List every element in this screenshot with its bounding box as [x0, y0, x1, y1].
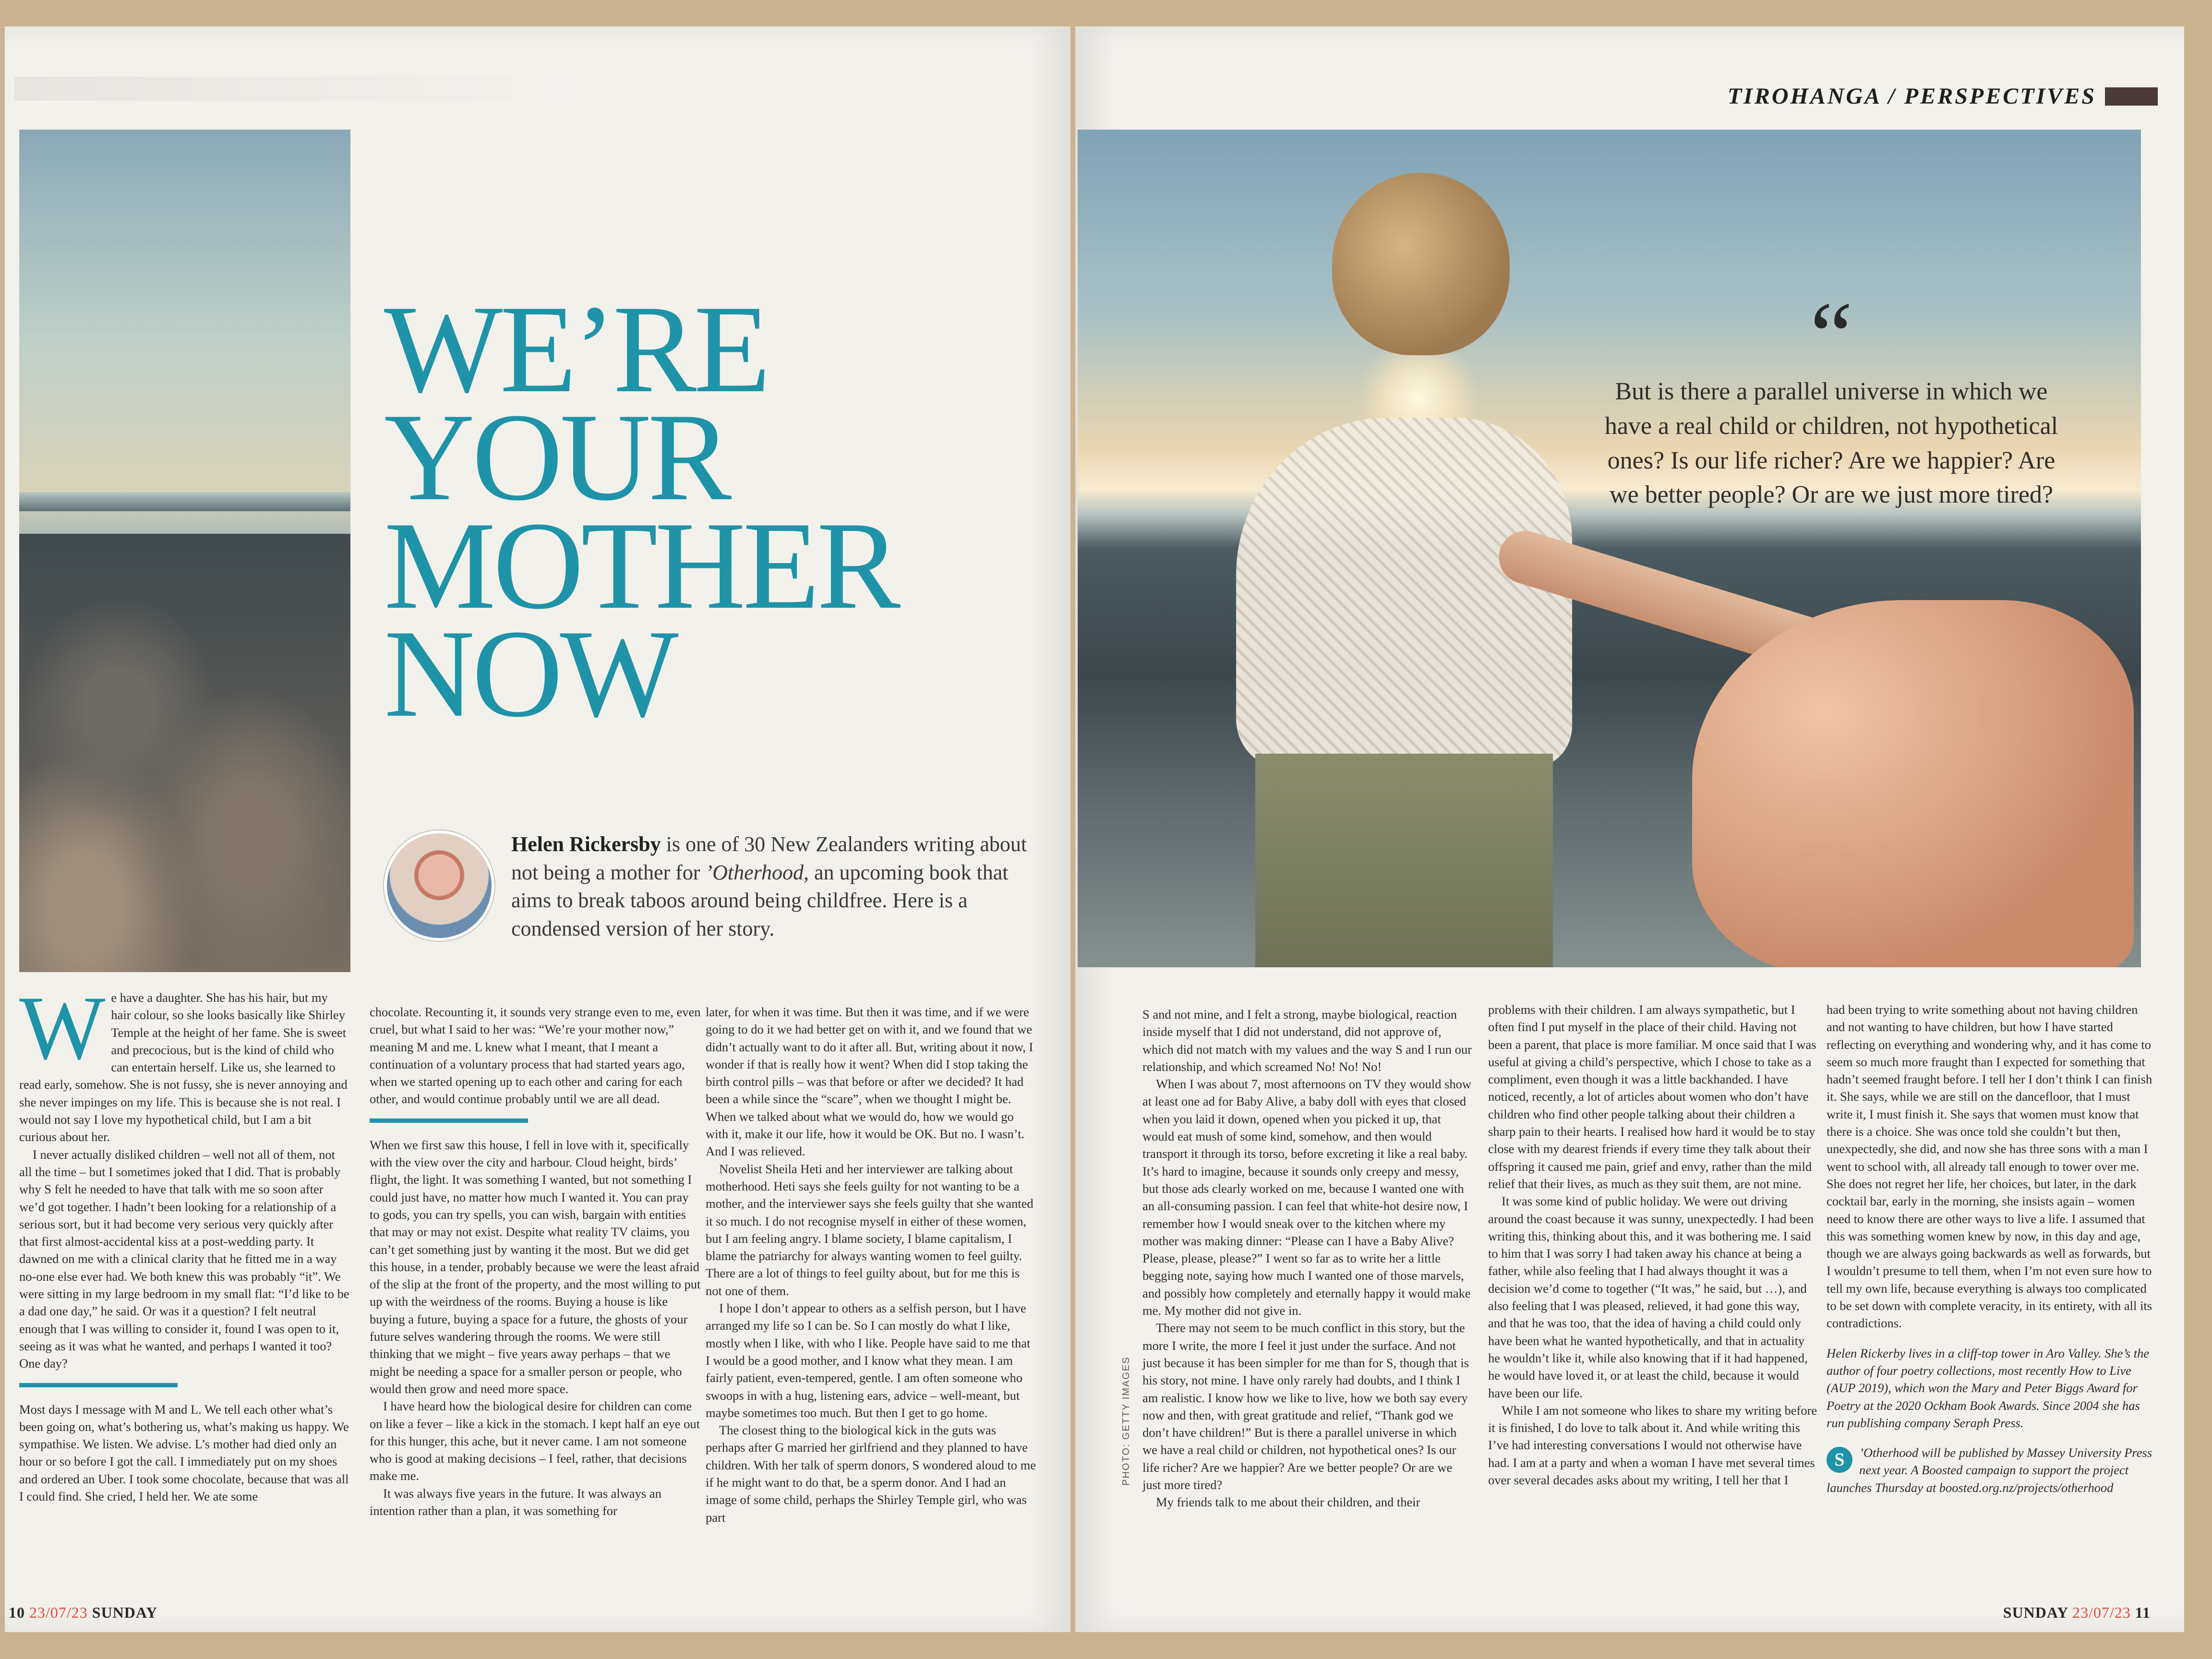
paragraph: Novelist Sheila Heti and her interviewer are talking about motherhood. Heti says she feels guilty for not wanting to be a mother, and the interviewer says she feels guilty that she wanted it so much. I do not recognise myself in either of these women, but I am feeling angry. I blame society, I blame capitalism, I blame the patriarchy for always wanting women to feel guilty. There are a lot of things to feel guilty about, but for me this is not one of them. — [706, 1161, 1034, 1298]
paragraph: The closest thing to the biological kick in the guts was perhaps after G married her girlfriend and they planned to have children. With her talk of sperm donors, S wondered aloud to me if he might want to do that, be a sperm donor. And I had an image of some child, perhaps the Shirley Temple girl, who was part — [706, 1423, 1036, 1525]
section-divider — [19, 1383, 178, 1387]
paragraph-text: e have a daughter. She has his hair, but my hair colour, so she looks basically like Shirley Temple at the height of her fame. She is sweet and precocious, but is the kind of child who can entertain herself. Like us, she learned to read early, somehow. She is not fussy, she is never annoying and she never impinges on my life. This is because she is not real. I would not say I love my hypothetical child, but I am a bit curious about her. — [19, 990, 348, 1144]
issue-date: 23/07/23 — [2072, 1604, 2131, 1621]
promo-text: ’Otherhood will be published by Massey University Press next year. A Boosted campaign to support the project launches Thursday at boosted.org.nz/projects/otherhood — [1827, 1445, 2152, 1495]
paragraph: problems with their children. I am always sympathetic, but I often find I put myself in the place of their child. Having not been a parent, that place is more familiar. M once said that I was useful at giving a child’s perspective, which I chose to take as a compliment, even though it was a little backhanded. I have noticed, recently, a lot of articles about women who don’t have children who find other people talking about their children a sharp pain to their hearts. I realised how hard it would be to stay close with my dearest friends if every time they talk about their offspring it caused me pain, grief and envy, rather than the mild relief that their lives, as much as they suit them, are not mine. — [1488, 1002, 1816, 1191]
left-page — [5, 26, 1070, 1632]
sea-horizon — [19, 492, 350, 511]
paragraph: Most days I message with M and L. We tell each other what’s been going on, what’s bothering us, what’s making us happy. We sympathise. We listen. We advise. L’s mother had died only an hour or so before I got the call. I immediately put on my shoes and ordered an Uber. I took some chocolate, because that was all I could find. She cried, I held her. We ate some — [19, 1402, 349, 1504]
paragraph: It was some kind of public holiday. We were out driving around the coast because it was sunny, unexpectedly. I had been writing this, thinking about this, and it was bothering me. I said to him that I was sorry I had taken away his chance at being a father, while also feeling that I had always thought it was a decision we’d come to together (“It was,” he said, but …), and also feeling that I was pleased, relieved, it had gone this way, and that he was too, that the idea of having a child could only have been what he wanted hypothetically, and that in actuality he wouldn’t like it, while also knowing that if it had happened, he would have loved it, or at least the child, because it would have been our life. — [1488, 1194, 1814, 1400]
woman-skirt — [1255, 754, 1553, 967]
page-folio-left — [9, 1604, 157, 1622]
paragraph: There may not seem to be much conflict in this story, but the more I write, the more I feel it just under the surface. And not just because it has been simpler for me than for S, though that is his story, not mine. I have only rarely had doubts, and I think I am realistic. I know how we like to live, how we both say every now and then, with great gratitude and relief, “Thank god we don’t have children!” But is there a parallel universe in which we have a real child or children, not hypothetical ones? Is our life richer? Are we happier? Are we better people? Or are we just more tired? — [1142, 1321, 1469, 1492]
standfirst-text-2: an upcoming book that aims to break taboos around being childfree. Here is a condensed version of her story. — [511, 860, 1009, 940]
headline-line-2: YOUR — [384, 387, 729, 527]
drop-cap: W — [19, 978, 106, 1079]
pull-quote-text: But is there a parallel universe in which we have a real child or children, not hypothetical ones? Is our life richer? Are we happier? Are we better people? Or are we just more tired? — [1604, 378, 2058, 509]
faded-header-strip — [14, 77, 590, 101]
pull-quote — [1591, 283, 2071, 512]
section-bar — [2105, 87, 2158, 106]
holding-hand — [1692, 600, 2134, 967]
paragraph: While I am not someone who likes to share my writing before it is finished, I do love to talk about it. And while writing this I’ve had interesting conversations I would not otherwise have had. I am at a party and when a woman I have met several times over several decades asks about my writing, I tell her that I — [1488, 1403, 1817, 1488]
headline — [384, 279, 1056, 743]
standfirst — [511, 830, 1030, 943]
article-column-3 — [706, 1003, 1037, 1526]
paragraph: had been trying to write something about not having children and not wanting to have children, but how I have started reflecting on everything and wondering why, and it has come to seem so much more fraught than I expected for something that hadn’t seemed fraught before. I tell her I don’t think I can finish it. She says, while we are still on the dancefloor, that I must write it, I must finish it. She says that women must know that there is a choice. She was once told she couldn’t but then, unexpectedly, she did, and now she has three sons with a man I went to school with, all already tall enough to tower over me. She does not regret her life, her choices, but later, in the dark cocktail bar, early in the morning, she insists again – women need to know there are other ways to live a life. I assumed that this was something women knew by now, in this day and age, though we are always going backwards as well as forwards, but I wouldn’t presume to tell them, when I’m not even sure how to tell my own life, because everything is always too complicated to be set down with complete veracity, in its entirety, with all its contradictions. — [1827, 1002, 2152, 1331]
woman-hair — [1332, 173, 1510, 355]
coastline-photo — [19, 130, 350, 972]
article-column-5 — [1488, 1001, 1819, 1489]
page-folio-right — [2003, 1604, 2151, 1622]
paragraph: I never actually disliked children – well not all of them, not all the time – but I sometimes joked that I did. That is probably why S felt he needed to have that talk with me so soon after we’d got together. I hadn’t been looking for a relationship of a serious sort, but it had become very serious very quickly after that first almost-accidental kiss at a post-wedding party. It dawned on me with a clinical clarity that he fitted me in a way no-one else ever had. We both knew this was probably “it”. We were sitting in my large bedroom in my small flat: “I’d like to be a dad one day,” he said. Or was it a question? I felt neutral enough that I was willing to consider it, found I was open to it, seeing as it was what he wanted, and perhaps I wanted it too? One day? — [19, 1147, 349, 1371]
article-column-2 — [370, 1003, 701, 1519]
hero-photo — [1078, 130, 2141, 967]
paragraph: later, for when it was time. But then it was time, and if we were going to do it we had better get on with it, and we found that we didn’t actually want to do it after all. But, writing about it now, I wonder if that is really how it went? When did I stop taking the birth control pills – was that before or after we decided? It had been a while since the “scare”, when we thought I might be. When we talked about what we would do, how we would go with it, make it our life, how it would be OK. But no. I wasn’t. And I was relieved. — [706, 1005, 1034, 1159]
article-column-1 — [19, 978, 350, 1505]
issue-date: 23/07/23 — [29, 1604, 88, 1621]
author-portrait — [384, 830, 494, 941]
paragraph — [19, 978, 350, 1146]
paragraph: It was always five years in the future. It was always an intention rather than a plan, it was something for — [370, 1486, 661, 1518]
paragraph: S and not mine, and I felt a strong, maybe biological, reaction inside myself that I did not understand, did not approve of, which did not match with my values and the way S and I run our relationship, and which screamed No! No! No! — [1142, 1007, 1472, 1074]
author-bio: Helen Rickerby lives in a cliff-top tower in Aro Valley. She’s the author of four poetry collections, most recently How to Live (AUP 2019), which won the Mary and Peter Biggs Award for Poetry at the 2020 Ockham Book Awards. Since 2004 she has run publishing company Seraph Press. — [1827, 1346, 2150, 1430]
paragraph: My friends talk to me about their children, and their — [1156, 1495, 1420, 1510]
page-number: 11 — [2135, 1604, 2151, 1621]
headline-line-3: MOTHER — [384, 495, 898, 635]
right-page — [1075, 26, 2184, 1632]
article-column-6 — [1827, 1001, 2158, 1496]
book-title: ’Otherhood, — [705, 860, 809, 884]
paragraph: When I was about 7, most afternoons on TV they would show at least one ad for Baby Alive, a baby doll with eyes that closed when you laid it down, opened when you picked it up, that would eat mush of some kind, somehow, and then would transport it through its torso, before excreting it like a real baby. It’s hard to imagine, because it sounds only creepy and messy, but those ads clearly worked on me, because I wanted one with an all-consuming passion. I can feel that white-hot desire now, I remember how I would sneak over to the kitchen where my mother was making dinner: “Please can I have a Baby Alive? Please, please, please?” I went so far as to write her a little begging note, saying how much I wanted one of those marvels, and possibly how completely and eternally happy it would make me. My mother did not give in. — [1142, 1077, 1472, 1318]
headline-line-1: WE’RE — [384, 279, 768, 419]
photo-credit: PHOTO: GETTY IMAGES — [1121, 1356, 1131, 1486]
seraph-logo-icon: S — [1827, 1447, 1852, 1473]
author-name: Helen Rickersby — [511, 832, 661, 856]
author-intro-block — [384, 830, 1027, 989]
paragraph: I hope I don’t appear to others as a selfish person, but I have arranged my life so I can be. So I can mostly do what I like, mostly when I like, with who I like. People have said to me that I would be a good mother, and I know what they mean. I am fairly patient, even-tempered, gentle. I am often someone who swoops in with a hug, listening ears, advice – well-meant, but maybe sometimes too much. But then I get to go home. — [706, 1301, 1031, 1420]
woman-crochet-top — [1236, 418, 1572, 768]
section-label — [1728, 83, 2158, 109]
standfirst-text-1: is one of 30 New Zealanders writing about not being a mother for — [511, 832, 1027, 884]
section-title: TIROHANGA / PERSPECTIVES — [1727, 84, 2096, 109]
paragraph: I have heard how the biological desire for children can come on like a fever – like a kick in the stomach. I kept half an eye out for this hunger, this ache, but it never came. I am not someone who is good at making decisions – I feel, rather, that decisions make me. — [370, 1399, 700, 1483]
quote-mark-icon: “ — [1810, 283, 1853, 389]
paper-name: SUNDAY — [2003, 1604, 2068, 1621]
rocky-shore — [19, 534, 350, 972]
paper-name: SUNDAY — [92, 1604, 158, 1621]
paragraph: When we first saw this house, I fell in love with it, specifically with the view over the city and harbour. Cloud height, birds’ flight, the light. It was something I wanted, but not something I could just have, no matter how much I wanted it. You can pray to gods, you can try spells, you can wish, bargain with entities that may or may not exist. Despite what reality TV claims, you can’t get something just by wanting it the most. But we did get this house, in a tender, probably because we were the least afraid of the slip at the front of the property, and the most willing to put up with the weirdness of the rooms. Buying a house is like buying a future, buying a space for a future, the ghosts of your future selves wandering through the rooms. We were still thinking that we might – five years away perhaps – that we might be needing a space for a smaller person or people, who would then grow and need more space. — [370, 1137, 701, 1396]
promo-note — [1827, 1444, 2158, 1496]
headline-line-4: NOW — [384, 603, 676, 743]
page-number: 10 — [9, 1604, 25, 1621]
section-divider — [370, 1118, 528, 1123]
paragraph: chocolate. Recounting it, it sounds very strange even to me, even cruel, but what I said to her was: “We’re your mother now,” meaning M and me. L knew what I meant, that I meant a continuation of a voluntary process that had started years ago, when we started opening up to each other and caring for each other, and would continue probably until we are all dead. — [370, 1005, 701, 1106]
article-column-4 — [1142, 1006, 1474, 1511]
